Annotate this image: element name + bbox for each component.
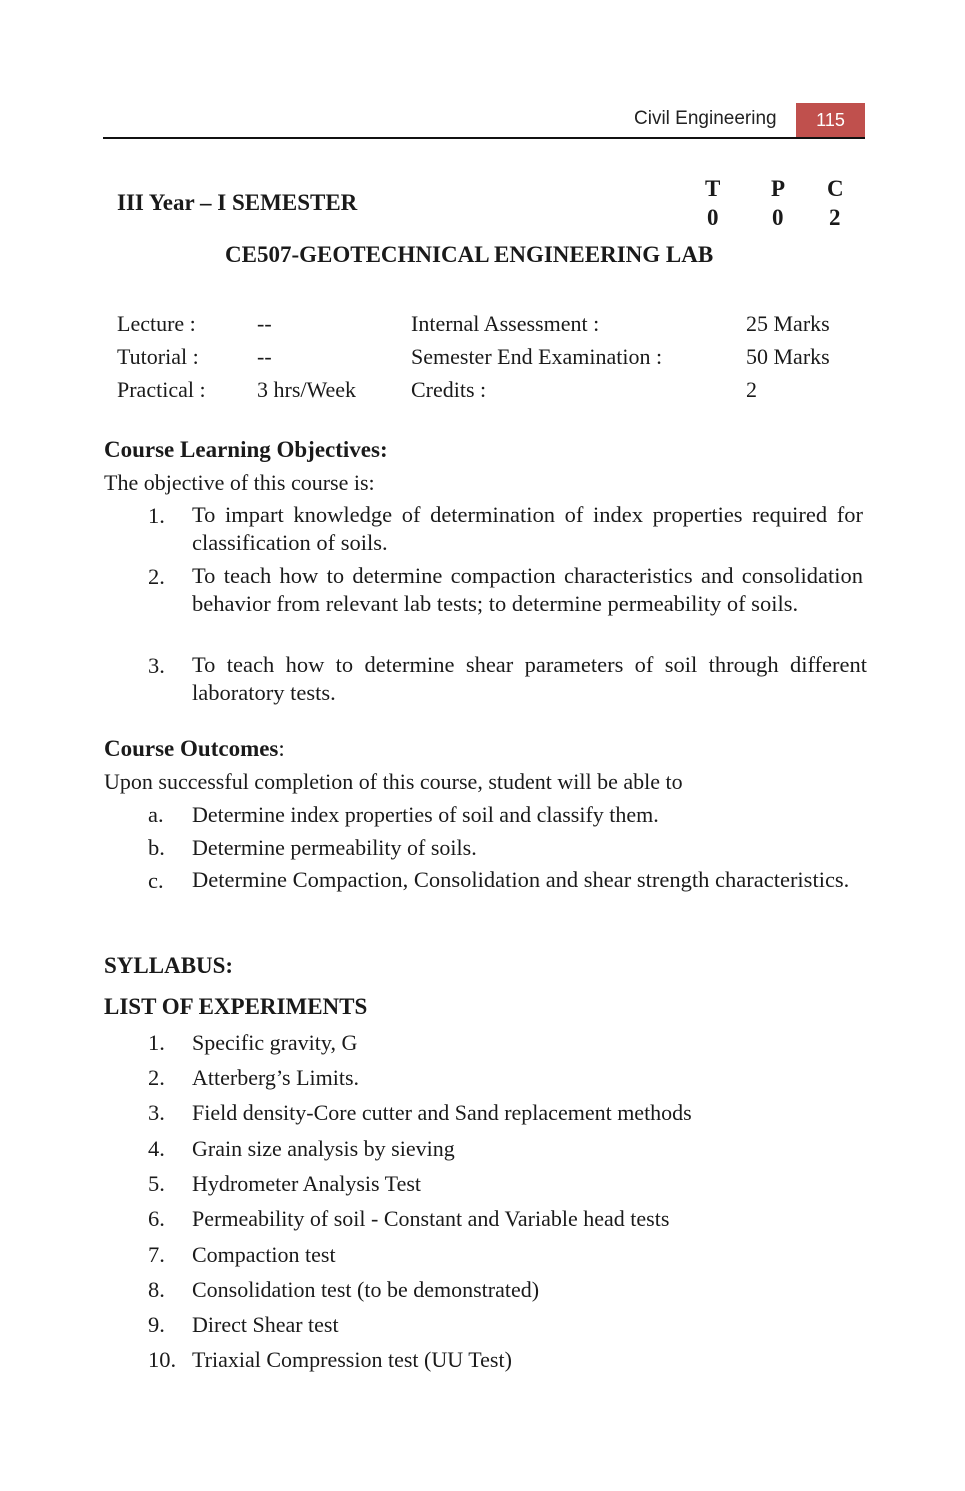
internal-assessment-value: 25 Marks (746, 311, 830, 336)
internal-assessment-label: Internal Assessment : (411, 311, 600, 336)
running-header-title: Civil Engineering (634, 108, 777, 129)
experiment-number: 2. (148, 1065, 165, 1090)
syllabus-heading: SYLLABUS: (104, 953, 234, 978)
experiments-heading: LIST OF EXPERIMENTS (104, 994, 368, 1019)
practical-label: Practical : (117, 377, 206, 402)
objective-number: 2. (148, 564, 165, 589)
course-title: CE507-GEOTECHNICAL ENGINEERING LAB (225, 242, 714, 267)
objective-number: 1. (148, 503, 165, 528)
experiment-number: 5. (148, 1171, 165, 1196)
experiment-item: Grain size analysis by sieving (192, 1136, 455, 1161)
outcome-text: Determine index properties of soil and classify them. (192, 802, 659, 827)
outcome-letter: b. (148, 835, 165, 860)
objective-number: 3. (148, 653, 165, 678)
objectives-heading: Course Learning Objectives: (104, 437, 388, 462)
outcome-text: Determine permeability of soils. (192, 835, 477, 860)
ltpc-value-p: 0 (772, 205, 784, 230)
objective-text: To teach how to determine compaction characteristics and consolidation behavior from relevant lab tests; to determine permeability of soils. (192, 563, 863, 616)
experiment-item: Specific gravity, G (192, 1030, 358, 1055)
experiment-number: 7. (148, 1242, 165, 1267)
experiment-item: Compaction test (192, 1242, 336, 1267)
experiment-item: Consolidation test (to be demonstrated) (192, 1277, 540, 1302)
header-rule (103, 137, 865, 139)
semester-exam-value: 50 Marks (746, 344, 830, 369)
experiment-number: 3. (148, 1100, 165, 1125)
outcomes-heading-colon: : (278, 736, 285, 761)
semester-exam-label: Semester End Examination : (411, 344, 663, 369)
ltpc-header-c: C (827, 176, 844, 201)
outcomes-intro: Upon successful completion of this course, student will be able to (104, 769, 683, 794)
experiment-number: 8. (148, 1277, 165, 1302)
objective-text: To teach how to determine shear parameters of soil through different laboratory tests. (192, 652, 867, 705)
tutorial-value: -- (257, 344, 272, 369)
semester-label: III Year – I SEMESTER (117, 190, 358, 215)
experiment-item: Triaxial Compression test (UU Test) (192, 1347, 512, 1372)
experiment-number: 4. (148, 1136, 165, 1161)
ltpc-header-t: T (705, 176, 721, 201)
practical-value: 3 hrs/Week (257, 377, 357, 402)
objectives-intro: The objective of this course is: (104, 470, 375, 495)
experiment-item: Hydrometer Analysis Test (192, 1171, 422, 1196)
page-number-badge: 115 (796, 103, 865, 138)
credits-label: Credits : (411, 377, 487, 402)
outcome-letter: a. (148, 802, 164, 827)
experiment-number: 9. (148, 1312, 165, 1337)
ltpc-value-t: 0 (707, 205, 719, 230)
lecture-value: -- (257, 311, 272, 336)
outcomes-heading (104, 736, 285, 762)
experiment-item: Permeability of soil - Constant and Variable head tests (192, 1206, 670, 1231)
ltpc-header-p: P (771, 176, 786, 201)
experiment-item: Direct Shear test (192, 1312, 339, 1337)
tutorial-label: Tutorial : (117, 344, 199, 369)
experiment-number: 10. (148, 1347, 177, 1372)
outcome-text: Determine Compaction, Consolidation and shear strength characteristics. (192, 867, 850, 892)
credits-value: 2 (746, 377, 757, 402)
outcome-letter: c. (148, 868, 164, 893)
objective-text: To impart knowledge of determination of index properties required for classification of soils. (192, 502, 863, 555)
lecture-label: Lecture : (117, 311, 196, 336)
ltpc-value-c: 2 (829, 205, 841, 230)
experiment-number: 1. (148, 1030, 165, 1055)
experiment-item: Field density-Core cutter and Sand replacement methods (192, 1100, 692, 1125)
outcomes-heading-text: Course Outcomes (104, 736, 279, 761)
experiment-item: Atterberg’s Limits. (192, 1065, 360, 1090)
experiment-number: 6. (148, 1206, 165, 1231)
